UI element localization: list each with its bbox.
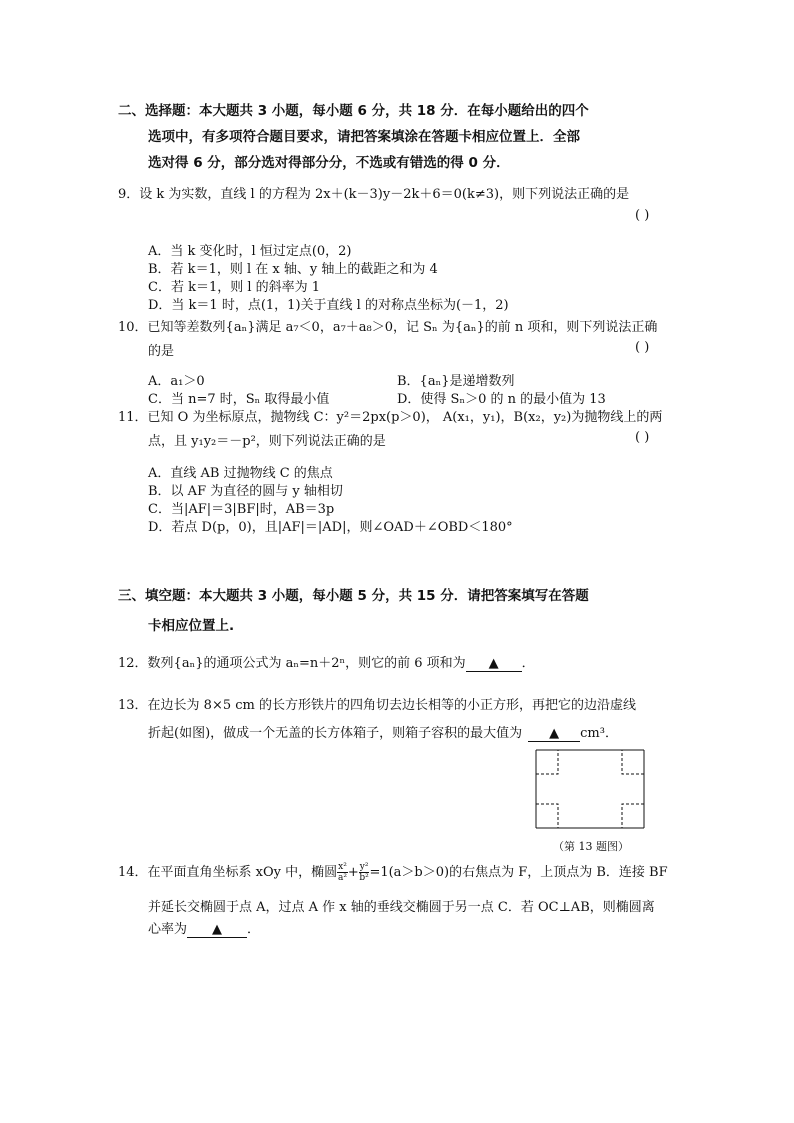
q14-frac1-num: x² [338,862,347,872]
section2-header-line1: 二、选择题：本大题共 3 小题，每小题 6 分，共 18 分．在每小题给出的四个 [118,103,589,119]
q13-figure-caption: （第 13 题图） [553,840,629,853]
q14-pre: 14．在平面直角坐标系 xOy 中，椭圆 [118,865,338,880]
q13-unit: cm³． [580,726,618,741]
q12-end: ． [521,656,535,671]
q10-stem-line2: 的是 [148,344,175,359]
q9-stem: 9．设 k 为实数，直线 l 的方程为 2x＋(k－3)y－2k＋6＝0(k≠3)，则下列说法正确的是 [118,187,630,202]
q11-option-d: D．若点 D(p，0)，且|AF|＝|AD|，则∠OAD＋∠OBD＜180° [148,520,513,535]
q10-option-d: D．使得 Sₙ＞0 的 n 的最小值为 13 [397,392,606,407]
q14-post: =1(a＞b＞0)的右焦点为 F，上顶点为 B．连接 BF [369,865,668,880]
q11-option-b: B．以 AF 为直径的圆与 y 轴相切 [148,484,343,499]
q9-option-a: A．当 k 变化时，l 恒过定点(0，2) [148,244,352,259]
q9-option-d: D．当 k＝1 时，点(1，1)关于直线 l 的对称点坐标为(－1，2) [148,298,509,313]
q14-plus: + [347,865,359,880]
section2-header-line2: 选项中，有多项符合题目要求，请把答案填涂在答题卡相应位置上．全部 [148,129,580,145]
q11-stem-line2: 点，且 y₁y₂＝－p²，则下列说法正确的是 [148,434,386,449]
q10-answer-paren: ( ) [635,340,650,355]
section3-header-line2: 卡相应位置上. [148,618,235,634]
q11-option-a: A．直线 AB 过抛物线 C 的焦点 [148,466,333,481]
q13-line2-wrap [148,722,618,742]
q9-option-b: B．若 k＝1，则 l 在 x 轴、y 轴上的截距之和为 4 [148,262,438,277]
q9-option-c: C．若 k＝1，则 l 的斜率为 1 [148,280,321,295]
fold-bottom-left [536,804,558,828]
q13-figure [530,747,654,831]
q11-option-c: C．当|AF|＝3|BF|时，AB＝3p [148,502,335,517]
q12-line [118,652,535,672]
section2-header-line3: 选对得 6 分，部分选对得部分分，不选或有错选的得 0 分． [148,155,510,171]
q11-answer-paren: ( ) [635,430,650,445]
q12-text: 12．数列{aₙ}的通项公式为 aₙ=n＋2ⁿ，则它的前 6 项和为 [118,656,466,671]
q10-option-b: B．{aₙ}是递增数列 [397,374,515,389]
q13-line1: 13．在边长为 8×5 cm 的长方形铁片的四角切去边长相等的小正方形，再把它的边沿虚线 [118,698,636,713]
q13-answer-blank: ▲ [528,727,580,742]
fold-top-right [622,750,644,774]
fold-bottom-right [622,804,644,828]
q14-frac2-den: b² [359,873,369,883]
q10-option-c: C．当 n=7 时，Sₙ 取得最小值 [148,392,330,407]
q14-fraction-x [337,862,348,883]
q12-answer-blank: ▲ [466,657,522,672]
q14-frac1-den: a² [337,873,347,883]
q11-stem-line1: 11．已知 O 为坐标原点，抛物线 C：y²＝2px(p＞0)， A(x₁，y₁)，B(x₂，y₂)为抛物线上的两 [118,410,663,425]
q14-fraction-y [359,862,370,883]
section3-header-line1: 三、填空题：本大题共 3 小题，每小题 5 分，共 15 分．请把答案填写在答题 [118,588,589,604]
q14-line1 [118,861,668,885]
q9-answer-paren: ( ) [635,208,650,223]
q14-frac2-num: y² [359,862,369,872]
q14-line3-wrap [148,918,260,938]
q14-answer-blank: ▲ [187,923,247,938]
q10-stem-line1: 10．已知等差数列{aₙ}满足 a₇＜0，a₇＋a₈＞0，记 Sₙ 为{aₙ}的前 n 项和，则下列说法正确 [118,320,658,335]
q14-line3: 心率为 [148,922,188,937]
q10-option-a: A．a₁＞0 [148,374,205,389]
fold-top-left [536,750,558,774]
q14-end: ． [247,922,261,937]
q13-line2: 折起(如图)，做成一个无盖的长方体箱子，则箱子容积的最大值为 [148,726,523,741]
q14-line2: 并延长交椭圆于点 A，过点 A 作 x 轴的垂线交椭圆于另一点 C．若 OC⊥AB，则椭圆离 [148,900,655,915]
